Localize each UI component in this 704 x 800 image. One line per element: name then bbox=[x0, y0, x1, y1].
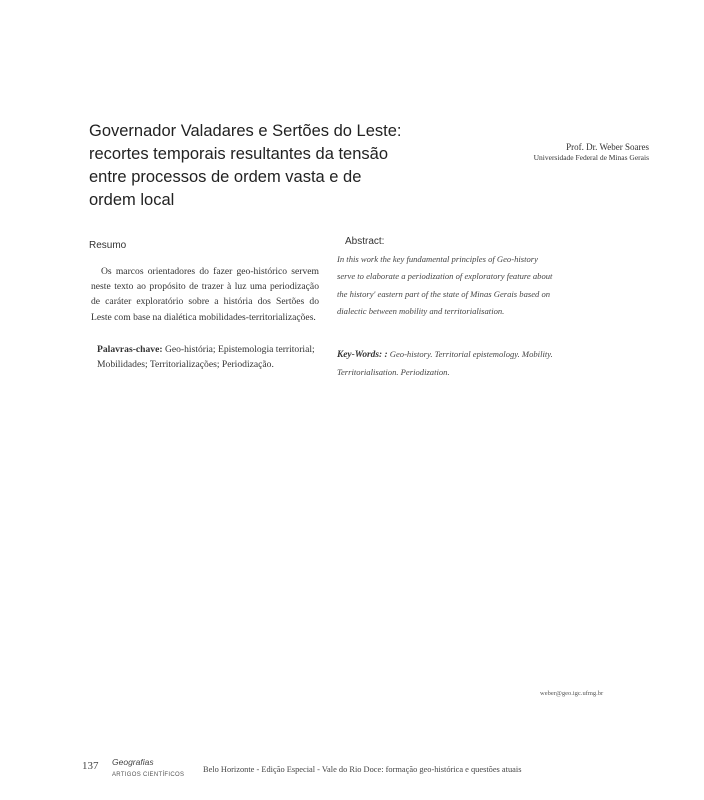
title-line: ordem local bbox=[89, 191, 175, 209]
title-line: recortes temporais resultantes da tensão bbox=[89, 145, 388, 163]
journal-name: Geografias bbox=[112, 757, 154, 767]
abstract-keywords-label: Key-Words: : bbox=[337, 350, 388, 360]
author-block bbox=[420, 142, 649, 163]
author-name: Prof. Dr. Weber Soares bbox=[566, 142, 649, 152]
abstract-body bbox=[337, 251, 571, 320]
abstract-keywords bbox=[337, 346, 573, 382]
abstract-line: dialectic between mobility and territorialisation. bbox=[337, 305, 505, 316]
title-line: entre processos de ordem vasta e de bbox=[89, 168, 362, 186]
abstract-line: serve to elaborate a periodization of exploratory feature about bbox=[337, 271, 553, 282]
abstract-line: the history' eastern part of the state of Minas Gerais based on bbox=[337, 288, 551, 299]
author-affiliation: Universidade Federal de Minas Gerais bbox=[533, 153, 649, 162]
resumo-keywords bbox=[97, 342, 322, 372]
abstract-heading: Abstract: bbox=[345, 236, 385, 247]
page-number: 137 bbox=[82, 760, 99, 772]
resumo-heading: Resumo bbox=[89, 240, 127, 251]
footer-text: Belo Horizonte - Edição Especial - Vale do Rio Doce: formação geo-histórica e questões atuais bbox=[203, 765, 522, 774]
author-email: weber@geo.igc.ufmg.br bbox=[540, 690, 604, 697]
resumo-keywords-text: Geo-história; Epistemologia territorial; Mobilidades; Territorializações; Periodização. bbox=[97, 344, 315, 371]
abstract-line: In this work the key fundamental principles of Geo-history bbox=[337, 254, 538, 264]
resumo-body: Os marcos orientadores do fazer geo-histórico servem neste texto ao propósito de trazer à luz uma periodização de caráter exploratório sobre a história dos Sertões do Leste com base na dialética mobilidades-territorializações. bbox=[91, 266, 319, 323]
resumo-keywords-label: Palavras-chave: bbox=[97, 344, 163, 355]
section-name: ARTIGOS CIENTÍFICOS bbox=[112, 772, 185, 778]
abstract-keywords-text: Geo-history. Territorial epistemology. Mobility. Territorialisation. Periodization. bbox=[337, 349, 553, 378]
article-title bbox=[89, 120, 402, 212]
title-line: Governador Valadares e Sertões do Leste: bbox=[89, 122, 402, 140]
